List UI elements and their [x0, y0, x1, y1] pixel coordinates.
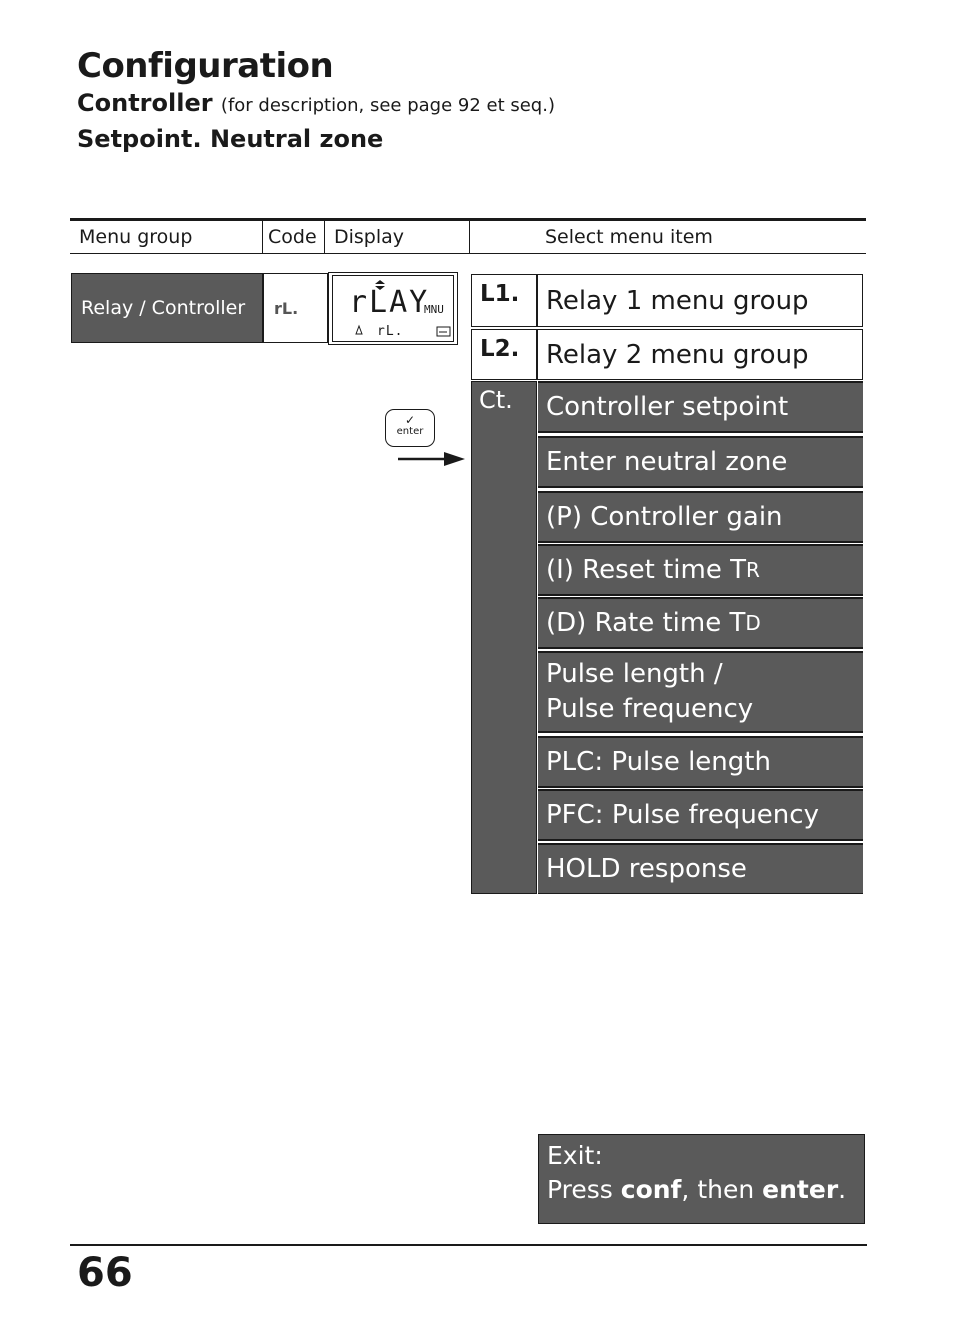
exit-then: , then: [681, 1175, 755, 1204]
menu-item-label: (D) Rate time T: [546, 607, 746, 638]
menu-code-ct: [471, 381, 537, 894]
menu-item-label-line2: Pulse frequency: [546, 694, 754, 724]
menu-item-controller-setpoint[interactable]: [538, 381, 863, 433]
header-divider: [262, 220, 263, 254]
menu-item-pulse-length-frequency[interactable]: [538, 651, 863, 733]
menu-item-controller-gain[interactable]: [538, 491, 863, 543]
menu-item-label: PFC: Pulse frequency: [546, 799, 819, 830]
header-select-menu-item: Select menu item: [545, 226, 713, 248]
exit-period: .: [838, 1175, 847, 1204]
enter-key-button[interactable]: [385, 409, 435, 447]
exit-title: Exit:: [547, 1141, 603, 1170]
menu-code-label: rL.: [274, 298, 299, 318]
section-subtitle: [77, 89, 555, 117]
lcd-display: [332, 275, 454, 342]
header-display: Display: [334, 226, 405, 248]
exit-press: Press: [547, 1175, 613, 1204]
lcd-mode-text: MNU: [424, 303, 444, 316]
menu-code-l1: [471, 274, 537, 327]
menu-item-hold-response[interactable]: [538, 843, 863, 894]
menu-group-label: Relay / Controller: [81, 297, 246, 319]
menu-code-text: Ct.: [479, 386, 513, 414]
lcd-main-text: rLAY: [349, 285, 430, 320]
sensor-icon: [437, 327, 450, 336]
header-code: Code: [268, 226, 317, 248]
header-divider: [469, 220, 470, 254]
menu-item-pfc-pulse-frequency[interactable]: [538, 789, 863, 841]
exit-conf-key: conf: [620, 1175, 682, 1204]
arrow-right-icon: [398, 450, 468, 468]
menu-item-label: PLC: Pulse length: [546, 746, 771, 777]
table-header-top-rule: [70, 218, 866, 221]
lcd-sub-text: rL.: [377, 324, 404, 339]
footer-rule: [70, 1244, 867, 1246]
menu-code-l2: [471, 329, 537, 380]
enter-key-label: enter: [396, 426, 424, 437]
exit-instruction: [547, 1173, 856, 1207]
checkmark-icon: ✓: [404, 413, 416, 427]
menu-code-text: L1.: [480, 281, 520, 307]
page-title: Configuration: [77, 46, 334, 86]
menu-code-text: L2.: [480, 336, 520, 362]
table-header-bottom-rule: [70, 253, 866, 254]
menu-item-label: (P) Controller gain: [546, 501, 783, 532]
menu-item-rate-time[interactable]: [538, 597, 863, 649]
menu-item-label: HOLD response: [546, 853, 747, 884]
menu-item-label: Enter neutral zone: [546, 446, 788, 477]
menu-item-neutral-zone[interactable]: [538, 436, 863, 488]
menu-group-relay-controller: [71, 273, 263, 343]
menu-item-plc-pulse-length[interactable]: [538, 736, 863, 788]
bell-icon: [356, 326, 362, 334]
menu-item-subscript: D: [745, 610, 761, 635]
menu-item-label: Relay 2 menu group: [546, 339, 809, 370]
exit-enter-key: enter: [762, 1175, 839, 1204]
menu-item-relay-2[interactable]: [537, 329, 863, 380]
header-menu-group: Menu group: [79, 226, 193, 248]
menu-item-subscript: R: [746, 557, 760, 582]
menu-item-reset-time[interactable]: [538, 544, 863, 596]
exit-instruction-box: [538, 1134, 865, 1224]
subtitle-text: Controller: [77, 89, 213, 117]
menu-item-relay-1[interactable]: [537, 274, 863, 327]
section-heading: Setpoint. Neutral zone: [77, 125, 384, 153]
header-divider: [324, 220, 325, 254]
menu-item-label-line1: Pulse length /: [546, 659, 723, 689]
menu-item-label: (I) Reset time T: [546, 554, 747, 585]
menu-item-label: Relay 1 menu group: [546, 285, 809, 316]
page-number: 66: [77, 1250, 133, 1296]
subtitle-note: (for description, see page 92 et seq.): [220, 95, 555, 116]
menu-code: [263, 273, 328, 343]
menu-item-label: Controller setpoint: [546, 391, 789, 422]
